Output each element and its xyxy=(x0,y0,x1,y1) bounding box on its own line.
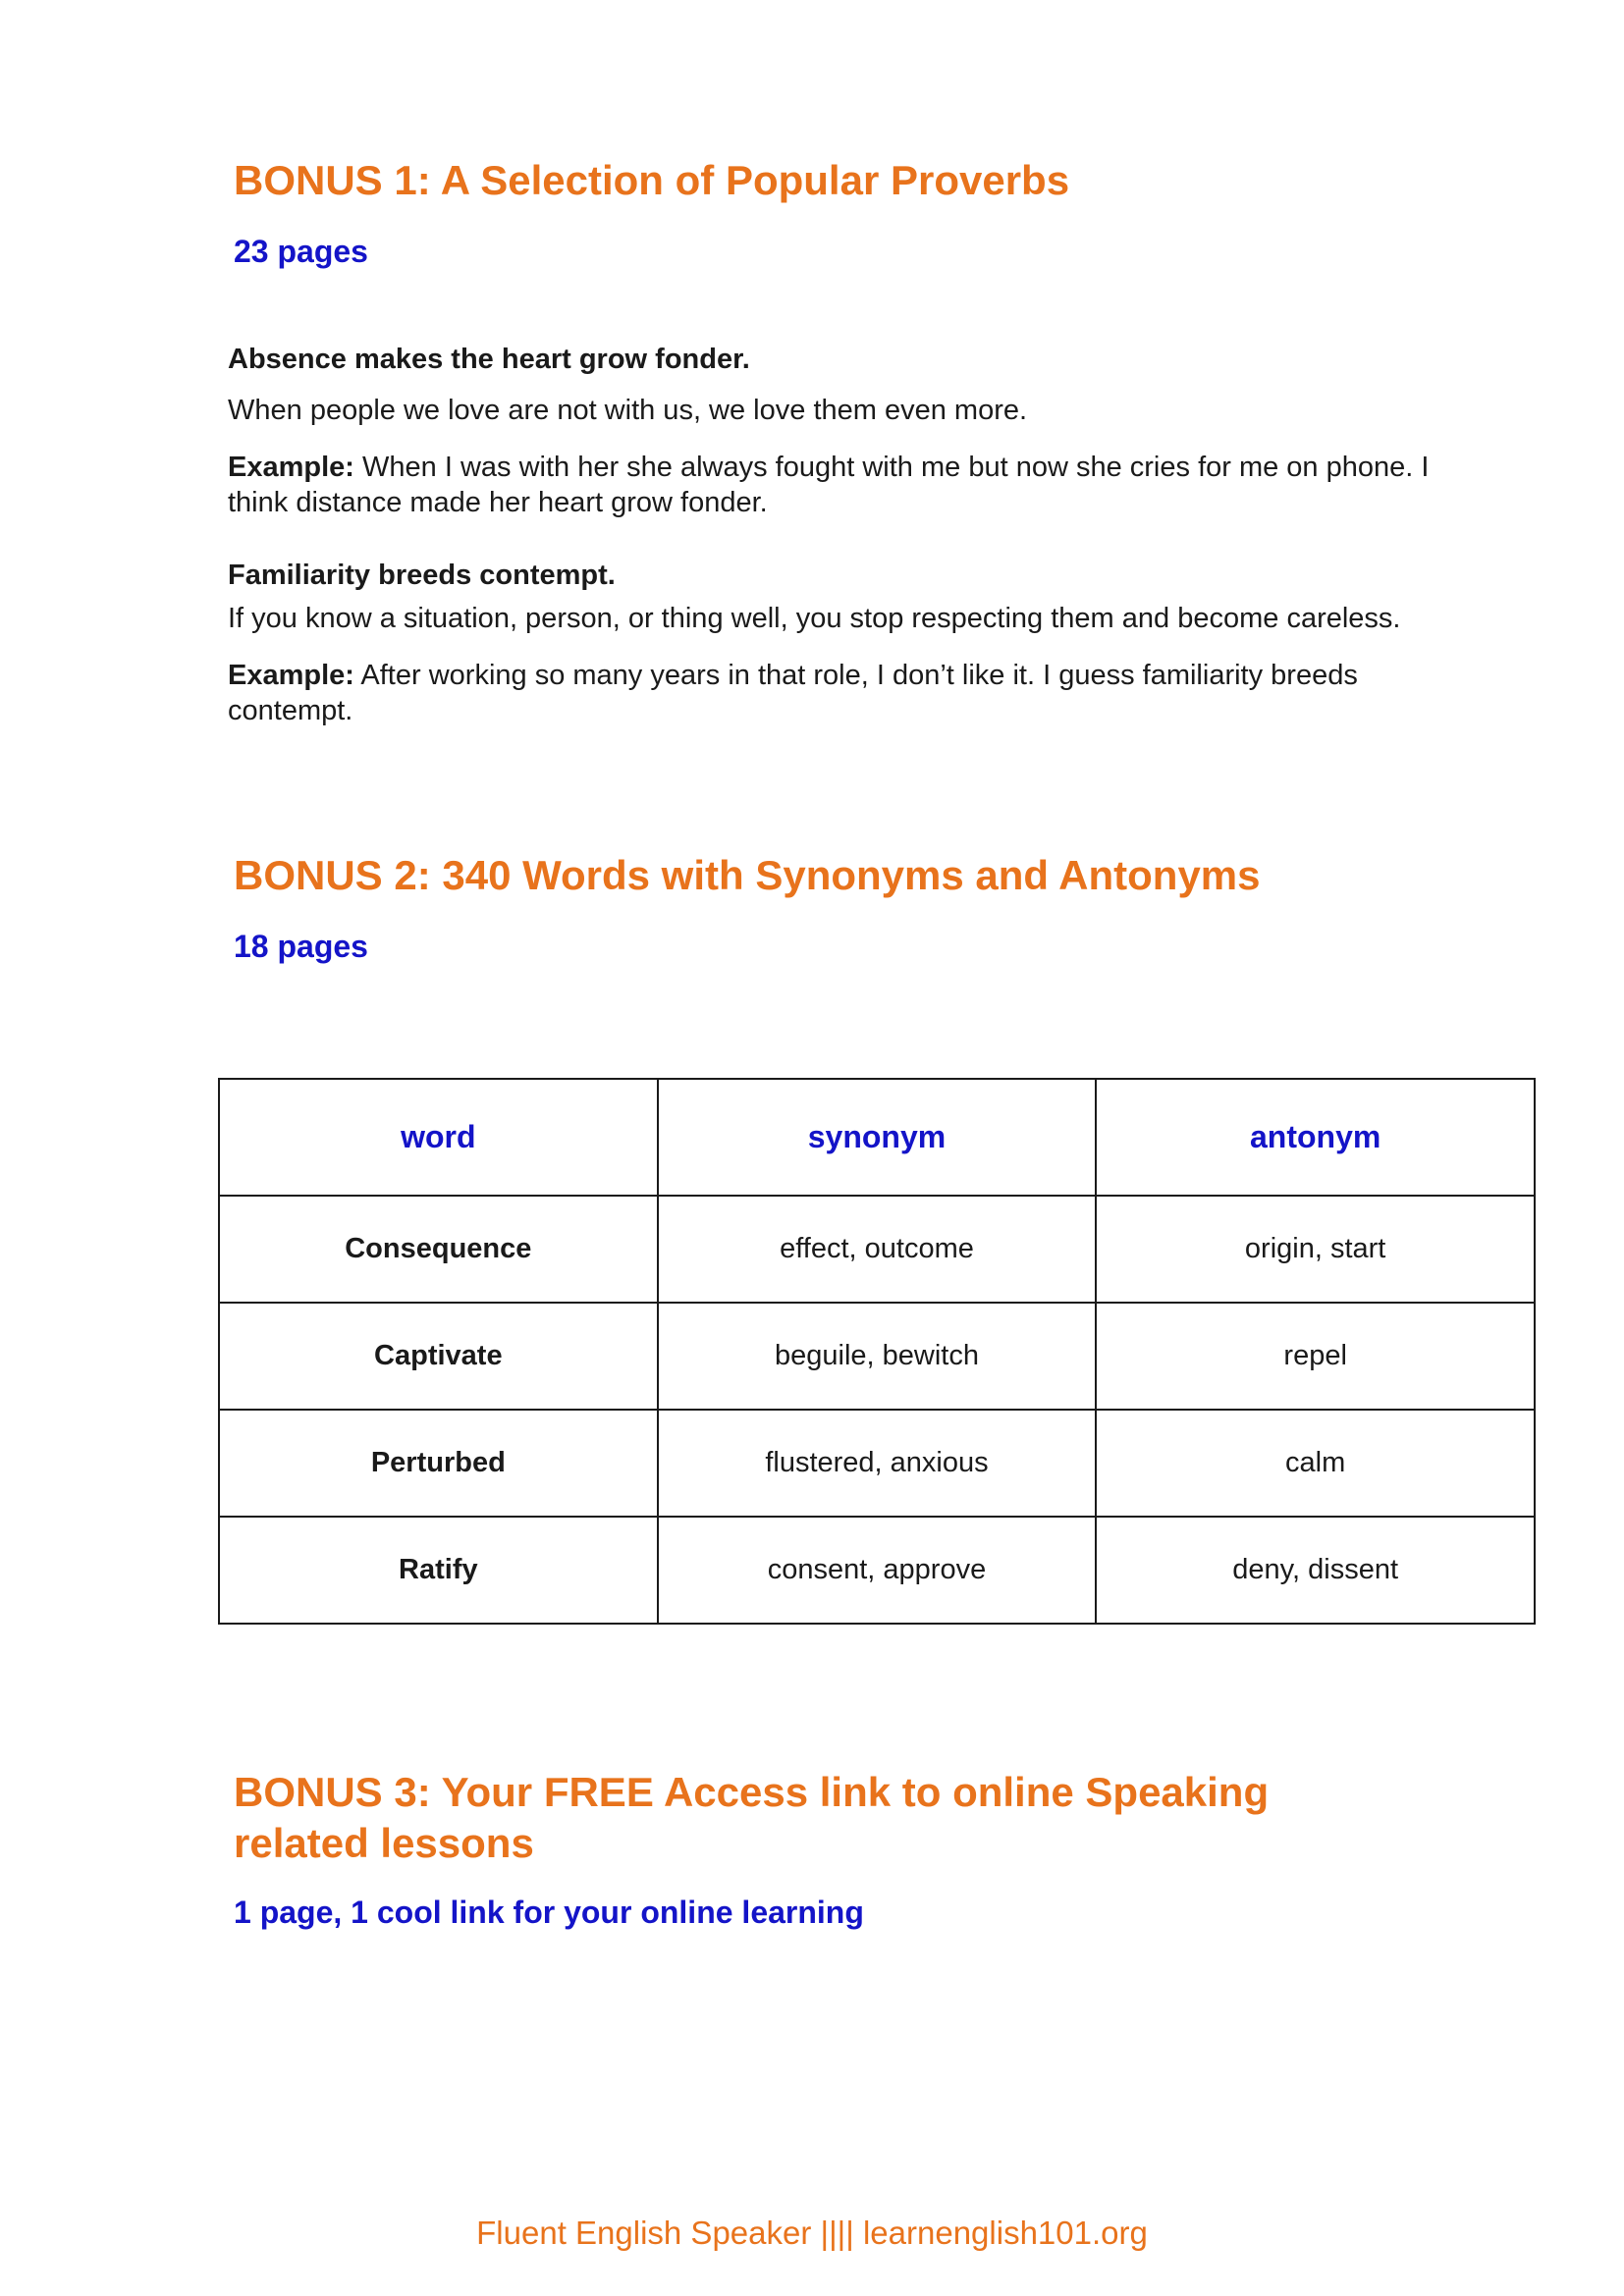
cell-antonym: calm xyxy=(1096,1410,1535,1517)
bonus1-title: BONUS 1: A Selection of Popular Proverbs xyxy=(234,157,1070,203)
proverb-title: Absence makes the heart grow fonder. xyxy=(228,344,750,375)
header-word: word xyxy=(219,1079,658,1196)
example-label: Example: xyxy=(228,660,354,691)
table-row xyxy=(219,1410,1535,1517)
proverb-example xyxy=(228,450,1455,520)
bonus3-title: BONUS 3: Your FREE Access link to online Speaking related lessons xyxy=(234,1769,1270,1866)
cell-word: Consequence xyxy=(219,1196,658,1303)
cell-antonym: origin, start xyxy=(1096,1196,1535,1303)
proverb-meaning: When people we love are not with us, we love them even more. xyxy=(228,395,1028,426)
cell-synonym: beguile, bewitch xyxy=(658,1303,1097,1410)
cell-antonym: repel xyxy=(1096,1303,1535,1410)
cell-synonym: flustered, anxious xyxy=(658,1410,1097,1517)
proverb-title: Familiarity breeds contempt. xyxy=(228,560,616,591)
table-row xyxy=(219,1196,1535,1303)
bonus1-pages: 23 pages xyxy=(234,234,368,269)
bonus2-pages: 18 pages xyxy=(234,929,368,964)
table-row xyxy=(219,1303,1535,1410)
cell-word: Perturbed xyxy=(219,1410,658,1517)
header-antonym: antonym xyxy=(1096,1079,1535,1196)
cell-antonym: deny, dissent xyxy=(1096,1517,1535,1624)
proverb-meaning: If you know a situation, person, or thing well, you stop respecting them and become careless. xyxy=(228,603,1401,634)
table-row xyxy=(219,1517,1535,1624)
bonus3-pages: 1 page, 1 cool link for your online learning xyxy=(234,1895,864,1930)
header-synonym: synonym xyxy=(658,1079,1097,1196)
example-text: When I was with her she always fought with me but now she cries for me on phone. I think distance made her heart grow fonder. xyxy=(228,452,1430,518)
proverb-example xyxy=(228,658,1455,728)
page-footer: Fluent English Speaker |||| learnenglish101.org xyxy=(476,2215,1148,2251)
cell-word: Captivate xyxy=(219,1303,658,1410)
example-text: After working so many years in that role, I don’t like it. I guess familiarity breeds contempt. xyxy=(228,660,1358,726)
cell-word: Ratify xyxy=(219,1517,658,1624)
cell-synonym: consent, approve xyxy=(658,1517,1097,1624)
table-header-row xyxy=(219,1079,1535,1196)
synonym-antonym-table xyxy=(218,1078,1536,1625)
bonus2-title: BONUS 2: 340 Words with Synonyms and Antonyms xyxy=(234,852,1261,898)
example-label: Example: xyxy=(228,452,354,483)
cell-synonym: effect, outcome xyxy=(658,1196,1097,1303)
